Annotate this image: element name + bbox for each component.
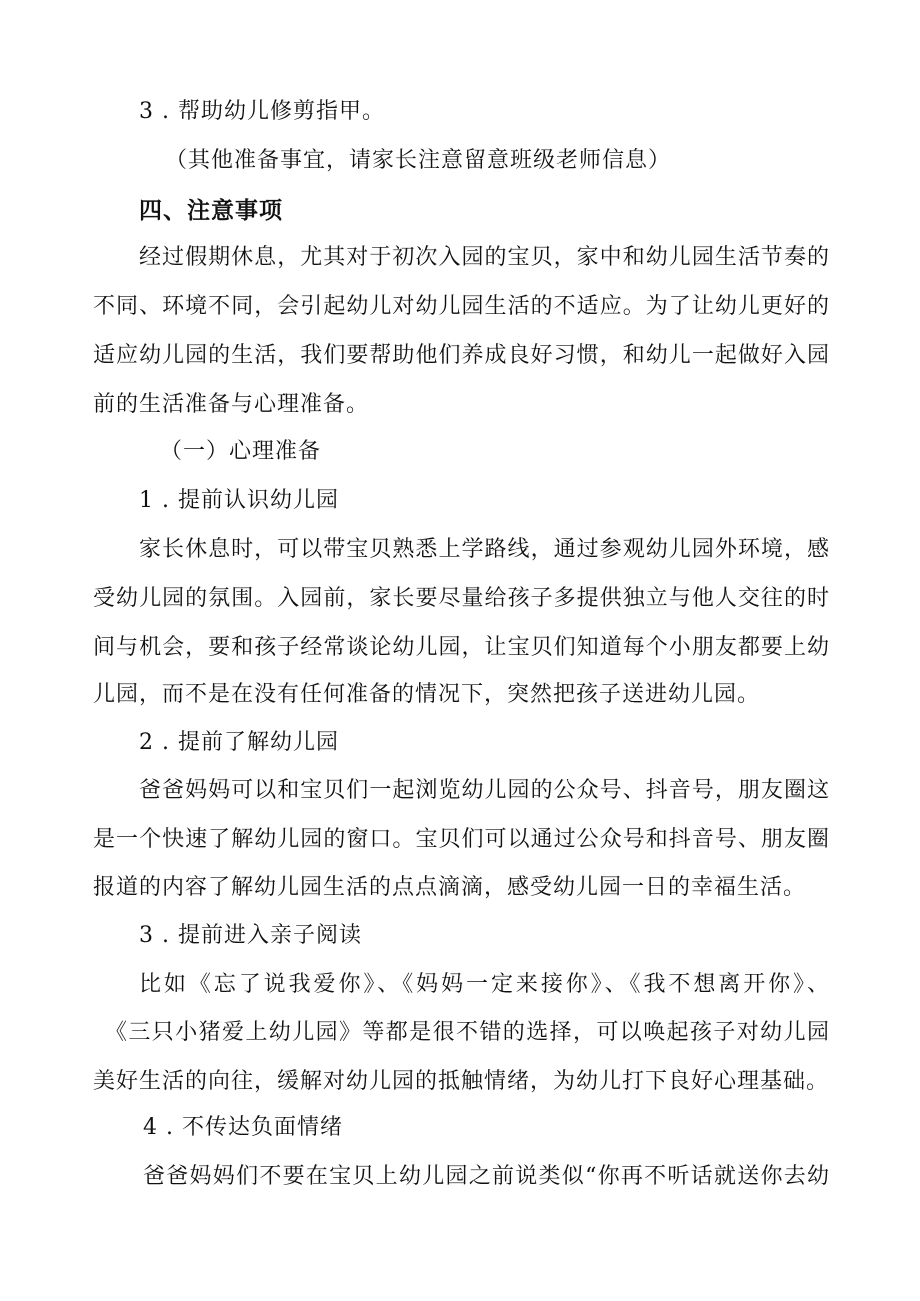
paragraph-line: 美好生活的向往，缓解对幼儿园的抵触情绪，为幼儿打下良好心理基础。 bbox=[93, 1069, 830, 1094]
paragraph-line: 报道的内容了解幼儿园生活的点点滴滴，感受幼儿园一日的幸福生活。 bbox=[93, 875, 807, 900]
item-heading-understand-kindergarten: 2 . 提前了解幼儿园 bbox=[139, 730, 339, 755]
paragraph-line: 家长休息时，可以带宝贝熟悉上学路线，通过参观幼儿园外环境，感 bbox=[139, 537, 830, 562]
paragraph-line: 适应幼儿园的生活，我们要帮助他们养成良好习惯，和幼儿一起做好入园 bbox=[93, 343, 830, 368]
paragraph-line: 爸爸妈妈可以和宝贝们一起浏览幼儿园的公众号、抖音号，朋友圈这 bbox=[139, 778, 830, 803]
note-other-preparations: （其他准备事宜，请家长注意留意班级老师信息） bbox=[165, 148, 672, 173]
paragraph-line: 比如《忘了说我爱你》、《妈妈一定来接你》、《我不想离开你》、 bbox=[139, 972, 830, 997]
subsection-heading-psychological: （一）心理准备 bbox=[160, 439, 322, 464]
section-heading-notes: 四、注意事项 bbox=[139, 198, 283, 224]
paragraph-line: 间与机会，要和孩子经常谈论幼儿园，让宝贝们知道每个小朋友都要上幼 bbox=[93, 635, 830, 660]
paragraph-line: 爸爸妈妈们不要在宝贝上幼儿园之前说类似“你再不听话就送你去幼 bbox=[143, 1164, 830, 1189]
paragraph-line: 受幼儿园的氛围。入园前，家长要尽量给孩子多提供独立与他人交往的时 bbox=[93, 586, 830, 611]
paragraph-line: 不同、环境不同，会引起幼儿对幼儿园生活的不适应。为了让幼儿更好的 bbox=[93, 294, 830, 319]
paragraph-line: 儿园，而不是在没有任何准备的情况下，突然把孩子送进幼儿园。 bbox=[93, 682, 761, 707]
paragraph-line: 是一个快速了解幼儿园的窗口。宝贝们可以通过公众号和抖音号、朋友圈 bbox=[93, 827, 830, 852]
paragraph-line: 前的生活准备与心理准备。 bbox=[93, 392, 370, 417]
item-heading-parent-child-reading: 3 . 提前进入亲子阅读 bbox=[139, 923, 362, 948]
paragraph-line: 《三只小猪爱上幼儿园》等都是很不错的选择，可以唤起孩子对幼儿园 bbox=[105, 1020, 830, 1045]
item-heading-no-negative-emotions: 4 . 不传达负面情绪 bbox=[143, 1115, 343, 1140]
paragraph-line: 经过假期休息，尤其对于初次入园的宝贝，家中和幼儿园生活节奏的 bbox=[139, 245, 830, 270]
item-heading-know-kindergarten: 1 . 提前认识幼儿园 bbox=[139, 488, 339, 513]
list-item-trim-nails: 3 . 帮助幼儿修剪指甲。 bbox=[139, 99, 385, 124]
